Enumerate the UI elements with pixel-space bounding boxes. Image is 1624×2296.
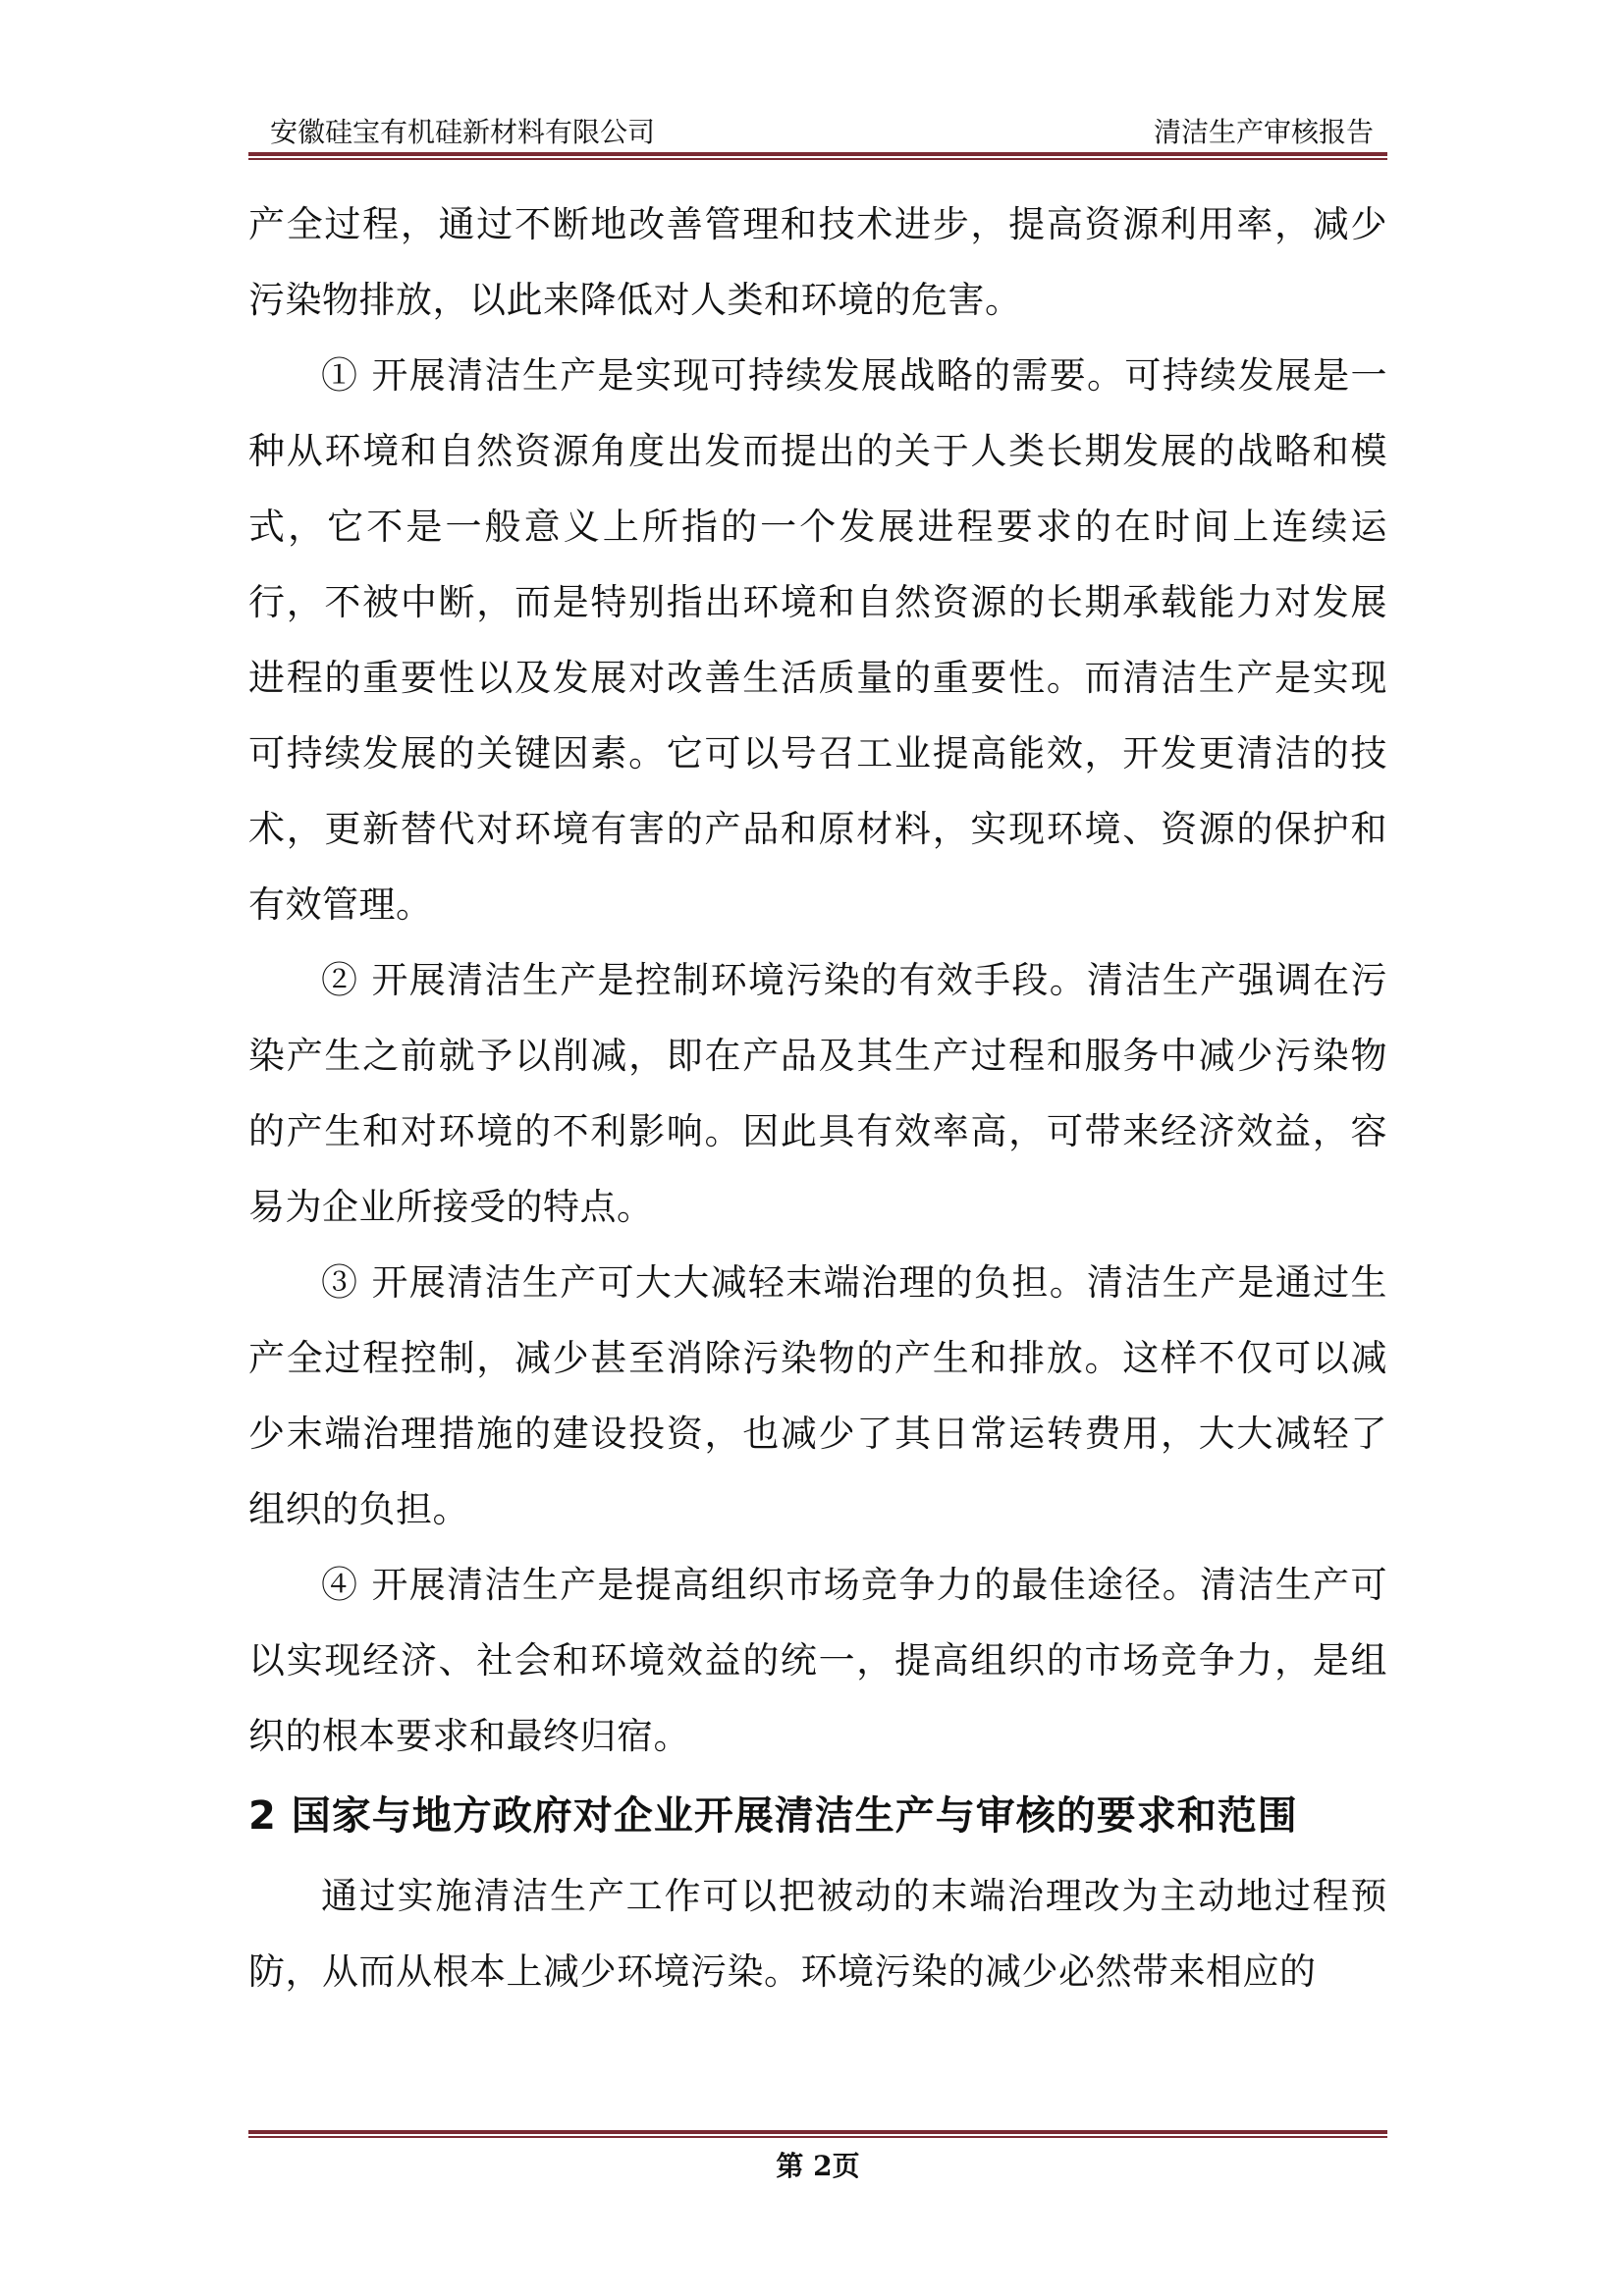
paragraph-point-2: ② 开展清洁生产是控制环境污染的有效手段。清洁生产强调在污染产生之前就予以削减，即在产品及其生产过程和服务中减少污染物的产生和对环境的不利影响。因此具有效率高，可带来经济效益，容易为企业所接受的特点。 (248, 959, 1387, 1228)
paragraph-continued: 产全过程，通过不断地改善管理和技术进步，提高资源利用率，减少污染物排放，以此来降低对人类和环境的危害。 (248, 203, 1387, 321)
page-number: 第 2页 (776, 2150, 860, 2182)
paragraph-point-3: ③ 开展清洁生产可大大减轻末端治理的负担。清洁生产是通过生产全过程控制，减少甚至消除污染物的产生和排放。这样不仅可以减少末端治理措施的建设投资，也减少了其日常运转费用，大大减轻了组织的负担。 (248, 1261, 1387, 1530)
footer-divider (248, 2130, 1387, 2134)
header-divider-thin (248, 158, 1387, 160)
paragraph-point-1: ① 开展清洁生产是实现可持续发展战略的需要。可持续发展是一种从环境和自然资源角度出发而提出的关于人类长期发展的战略和模式，它不是一般意义上所指的一个发展进程要求的在时间上连续运行，不被中断，而是特别指出环境和自然资源的长期承载能力对发展进程的重要性以及发展对改善生活质量的重要性。而清洁生产是实现可持续发展的关键因素。它可以号召工业提高能效，开发更清洁的技术，更新替代对环境有害的产品和原材料，实现环境、资源的保护和有效管理。 (248, 354, 1387, 926)
paragraph-section-2: 通过实施清洁生产工作可以把被动的末端治理改为主动地过程预防，从而从根本上减少环境污染。环境污染的减少必然带来相应的 (248, 1875, 1387, 1993)
section-heading: 2 国家与地方政府对企业开展清洁生产与审核的要求和范围 (248, 1793, 1298, 1839)
paragraph-point-4: ④ 开展清洁生产是提高组织市场竞争力的最佳途径。清洁生产可以实现经济、社会和环境效益的统一，提高组织的市场竞争力，是组织的根本要求和最终归宿。 (248, 1564, 1387, 1757)
page-header (248, 110, 1387, 153)
header-report-title: 清洁生产审核报告 (1153, 116, 1374, 148)
footer-divider-thin (248, 2136, 1387, 2138)
page-body (248, 187, 1387, 2009)
header-divider (248, 152, 1387, 156)
header-company-name: 安徽硅宝有机硅新材料有限公司 (270, 116, 656, 148)
